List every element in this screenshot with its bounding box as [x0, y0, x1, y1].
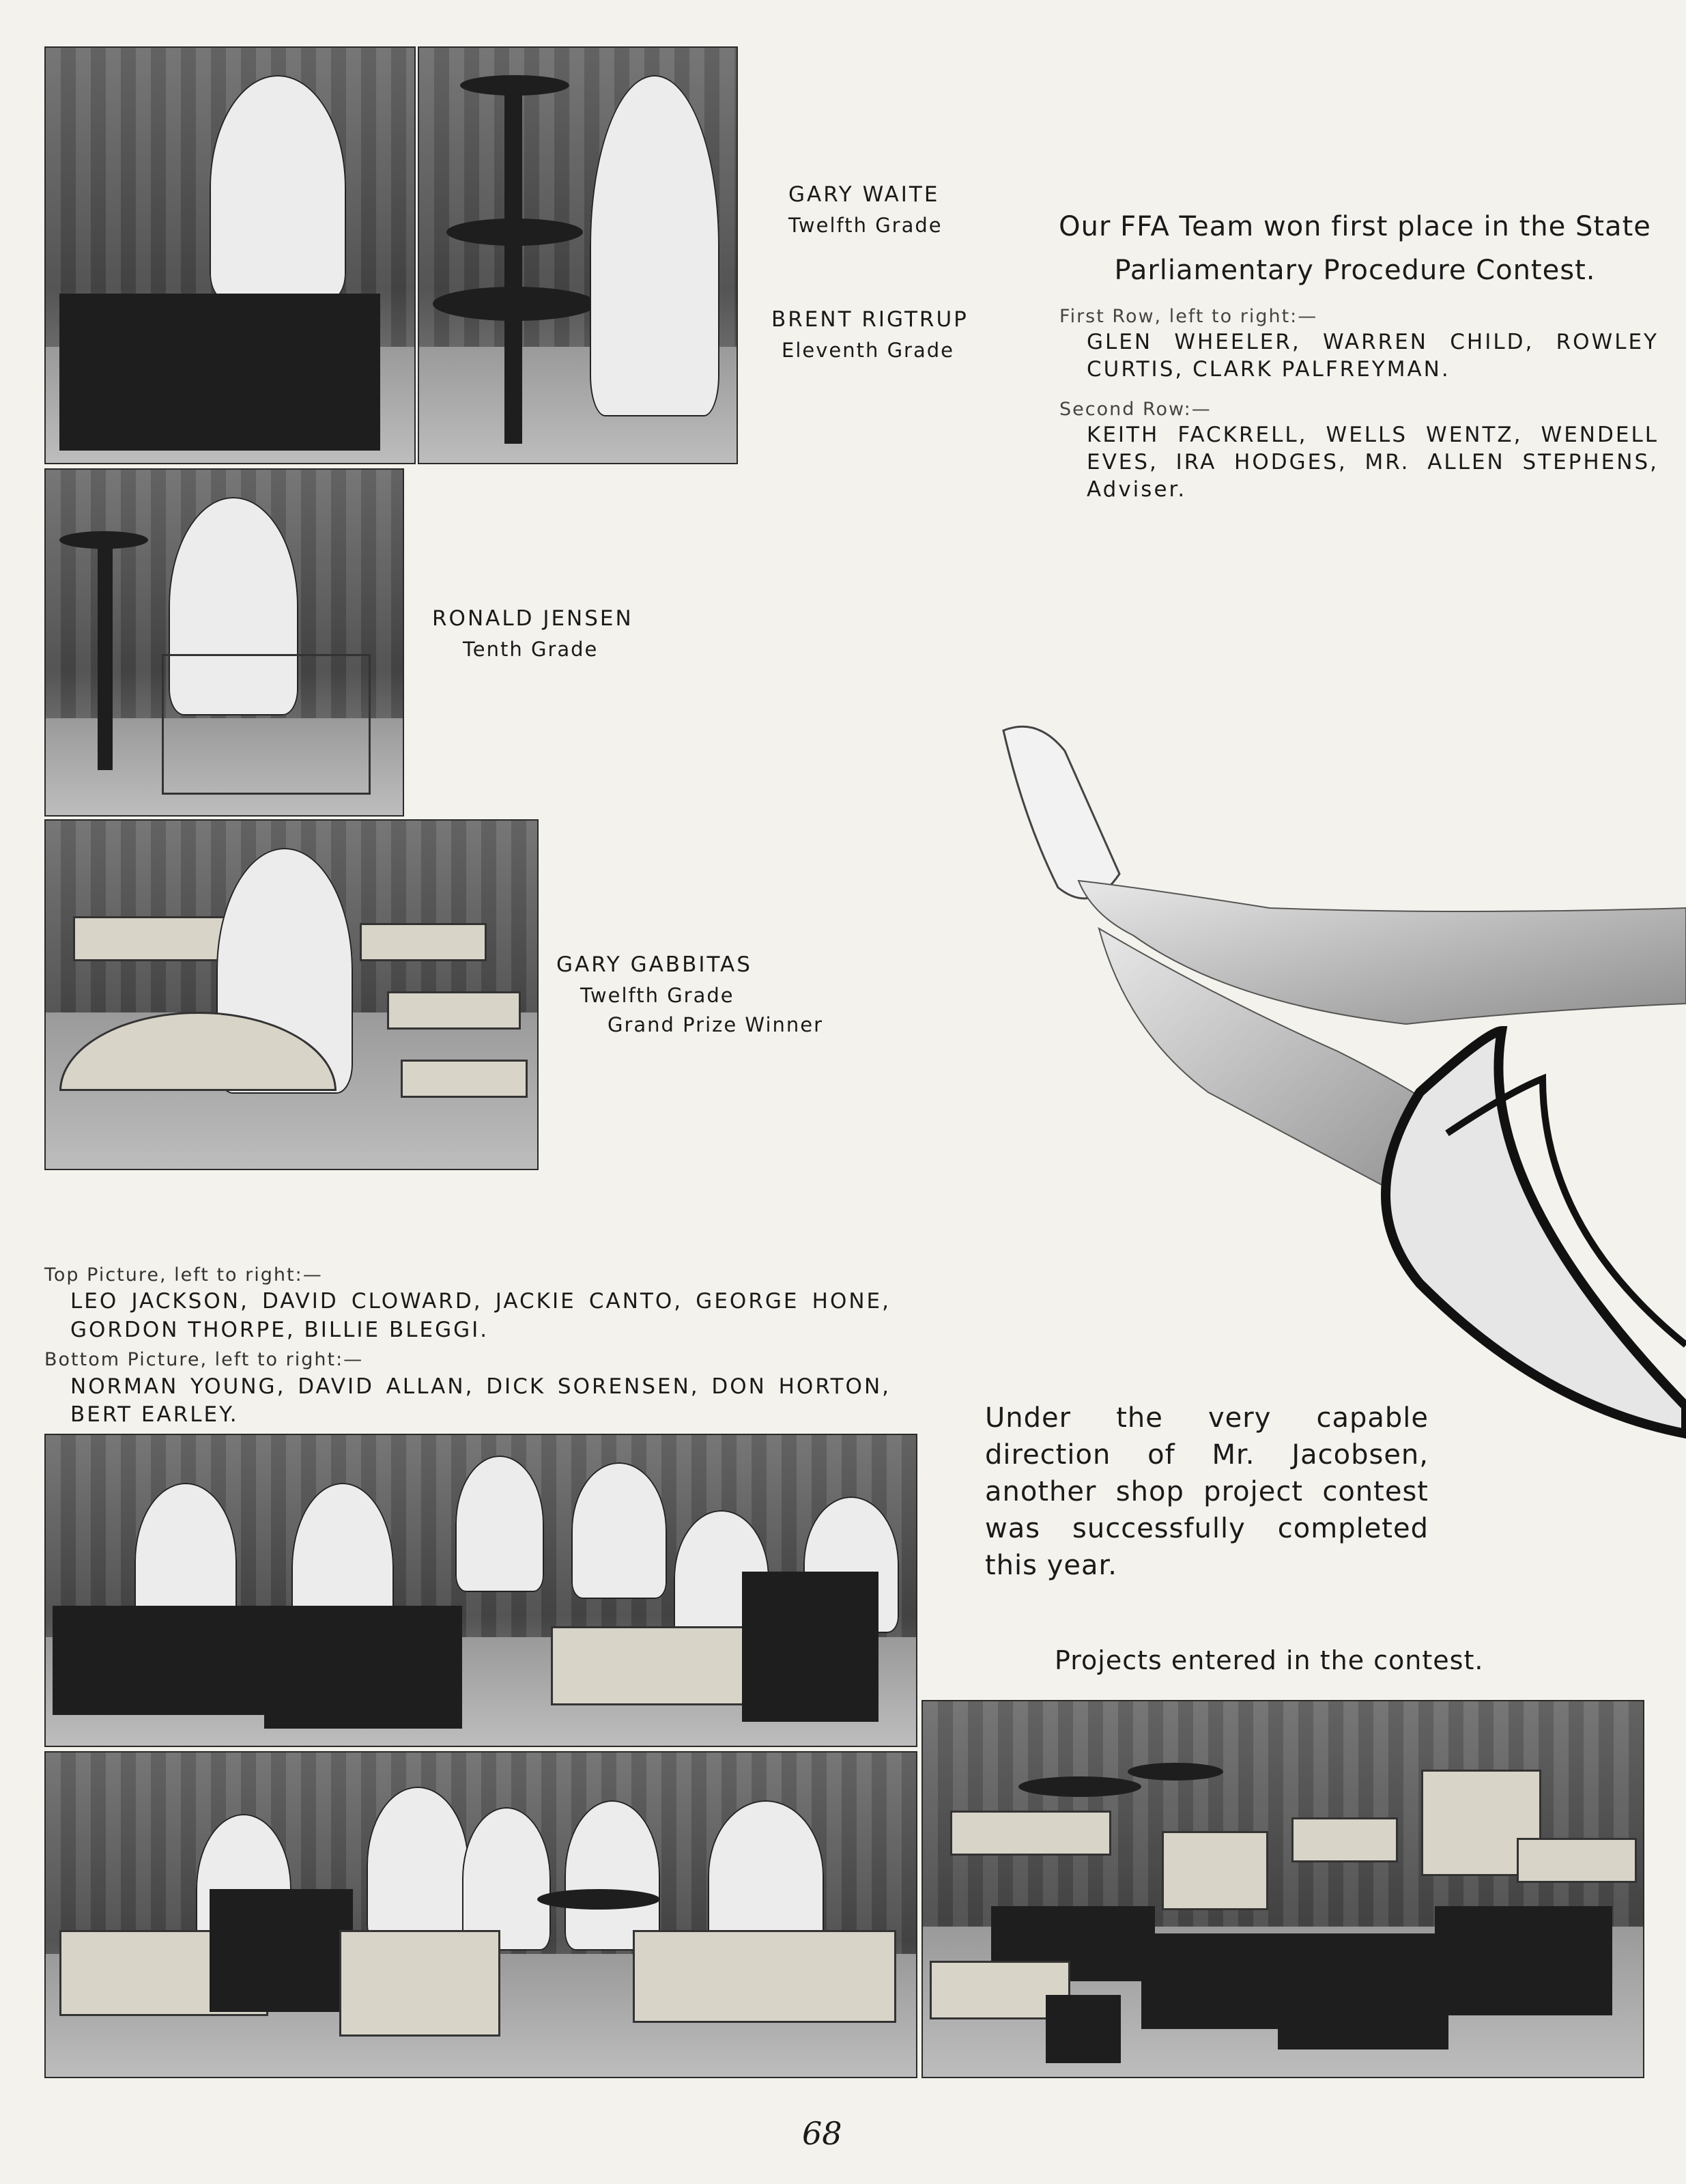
ffa-roster [1059, 306, 1659, 518]
portrait-grade: Twelfth Grade [580, 983, 734, 1007]
page-number: 68 [802, 2115, 842, 2152]
portrait-name: RONALD JENSEN [432, 606, 633, 631]
portrait-note: Grand Prize Winner [608, 1013, 824, 1036]
top-picture-names: LEO JACKSON, DAVID CLOWARD, JACKIE CANTO, GEORGE HONE, GORDON THORPE, BILLIE BLEGGI. [70, 1289, 891, 1343]
first-row-names: GLEN WHEELER, WARREN CHILD, ROWLEY CURTIS, CLARK PALFREYMAN. [1087, 330, 1659, 382]
contest-paragraph: Under the very capable direction of Mr. Jacobsen, another shop project contest was successfully completed this year. [985, 1402, 1429, 1581]
caption-gary-gabbitas [556, 949, 823, 1040]
photo-gary-waite [44, 46, 416, 464]
portrait-grade: Tenth Grade [463, 637, 599, 661]
photo-projects [921, 1700, 1644, 2078]
group-photo-names [44, 1263, 891, 1430]
portrait-name: GARY GABBITAS [556, 952, 752, 977]
portrait-name: BRENT RIGTRUP [771, 307, 969, 332]
second-row-names: KEITH FACKRELL, WELLS WENTZ, WENDELL EVES, IRA HODGES, MR. ALLEN STEPHENS, Adviser. [1087, 422, 1659, 502]
photo-brent-rigtrup [418, 46, 738, 464]
second-row-label: Second Row:— [1059, 398, 1212, 420]
projects-caption: Projects entered in the contest. [1055, 1645, 1484, 1675]
caption-brent-rigtrup [771, 304, 969, 365]
photo-ronald-jensen [44, 468, 404, 817]
bottom-picture-label: Bottom Picture, left to right:— [44, 1349, 364, 1371]
portrait-name: GARY WAITE [788, 182, 940, 207]
caption-ronald-jensen [432, 603, 633, 664]
portrait-grade: Eleventh Grade [782, 338, 954, 362]
ffa-title: Our FFA Team won first place in the State Parliamentary Procedure Contest. [1059, 211, 1651, 286]
bottom-picture-names: NORMAN YOUNG, DAVID ALLAN, DICK SORENSEN, DON HORTON, BERT EARLEY. [70, 1374, 891, 1428]
photo-bottom-group [44, 1751, 917, 2078]
photo-gary-gabbitas [44, 819, 539, 1170]
portrait-grade: Twelfth Grade [788, 213, 943, 237]
top-picture-label: Top Picture, left to right:— [44, 1264, 323, 1286]
photo-top-group [44, 1434, 917, 1747]
first-row-label: First Row, left to right:— [1059, 306, 1318, 327]
caption-gary-waite [788, 179, 943, 240]
